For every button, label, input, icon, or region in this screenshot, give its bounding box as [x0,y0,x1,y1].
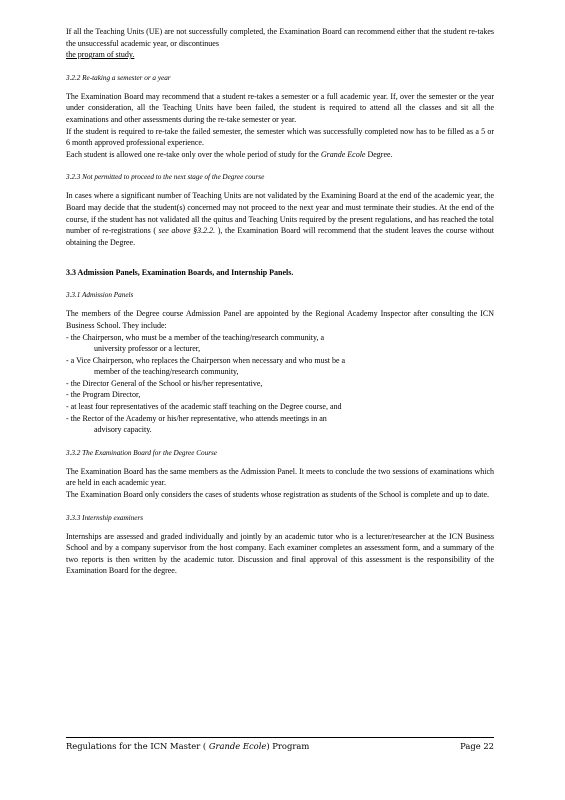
footer-document-title: Regulations for the ICN Master ( Grande Ecole) Program [66,741,310,751]
section-3-3-2-heading: 3.3.2 The Examination Board for the Degree Course [66,448,217,457]
admission-panel-members-list [66,332,494,436]
list-item: - at least four representatives of the academic staff teaching on the Degree course, and [66,402,342,412]
section-3-2-3-paragraph: In cases where a significant number of Teaching Units are not validated by the Examining Board at the end of the academic year, the Board may decide that the student(s) concerned may not proceed to the next year and must terminate their studies. At the end of the course, if the student has not validated all the quitus and Teaching Units required by the present regulations, and has reached the total number of re-registrations ( see above §3.2.2. ), the Examination Board will recommend that the student leaves the course without obtaining the Degree. [66,191,494,247]
intro-paragraph: If all the Teaching Units (UE) are not successfully completed, the Examination Board can recommend either that the student re-takes the unsuccessful academic year, or discontinues [66,27,494,48]
list-item: - the Program Director, [66,390,141,400]
list-item: - the Rector of the Academy or his/her representative, who attends meetings in an advisory capacity. [66,413,327,435]
section-3-2-2-paragraph-2: If the student is required to re-take the failed semester, the semester which was successfully completed now has to be filled as a 5 or 6 month approved professional experience. [66,126,494,148]
section-3-3-1-heading: 3.3.1 Admission Panels [66,291,134,300]
list-item: - the Director General of the School or his/her representative, [66,378,263,388]
section-3-3-3-paragraph: Internships are assessed and graded individually and jointly by an academic tutor who is a lecturer/researcher at the ICN Business School and by a company supervisor from the host company. Each examiner completes an assessment form, and a summary of the two reports is then written by the academic tutor. Discussion and final approval of this assessment is the responsibility of the Examination Board for the degree. [66,531,494,576]
section-3-2-2-heading: 3.2.2 Re-taking a semester or a year [66,73,171,82]
intro-underlined-text: the program of study. [66,50,135,60]
section-3-2-2-paragraph-3: Each student is allowed one re-take only over the whole period of study for the Grande Ecole Degree. [66,149,393,159]
list-item: - the Chairperson, who must be a member of the teaching/research community, a university professor or a lecturer, [66,332,325,354]
section-3-3-2-paragraph-2: The Examination Board only considers the cases of students whose registration as students of the School is complete and up to date. [66,490,490,500]
section-3-3-1-paragraph: The members of the Degree course Admission Panel are appointed by the Regional Academy Inspector after consulting the ICN Business School. They include: [66,309,494,330]
page-number: Page 22 [460,741,494,751]
section-3-3-heading: 3.3 Admission Panels, Examination Boards, and Internship Panels. [66,268,294,278]
section-3-3-3-heading: 3.3.3 Internship examiners [66,513,144,522]
section-3-2-3-heading: 3.2.3 Not permitted to proceed to the next stage of the Degree course [66,173,265,182]
page-footer [66,737,494,751]
list-item: - a Vice Chairperson, who replaces the Chairperson when necessary and who must be a member of the teaching/research community, [66,355,346,377]
section-3-3-2-paragraph-1: The Examination Board has the same members as the Admission Panel. It meets to conclude the two sessions of examinations which are held in each academic year. [66,466,494,488]
document-page [66,26,494,577]
section-3-2-2-paragraph-1: The Examination Board may recommend that a student re-takes a semester or a full academic year. If, over the semester or the year under consideration, all the Teaching Units have been failed, the student is required to attend all the classes and sit all the examinations and other assessments during the re-take semester or year. [66,91,494,124]
